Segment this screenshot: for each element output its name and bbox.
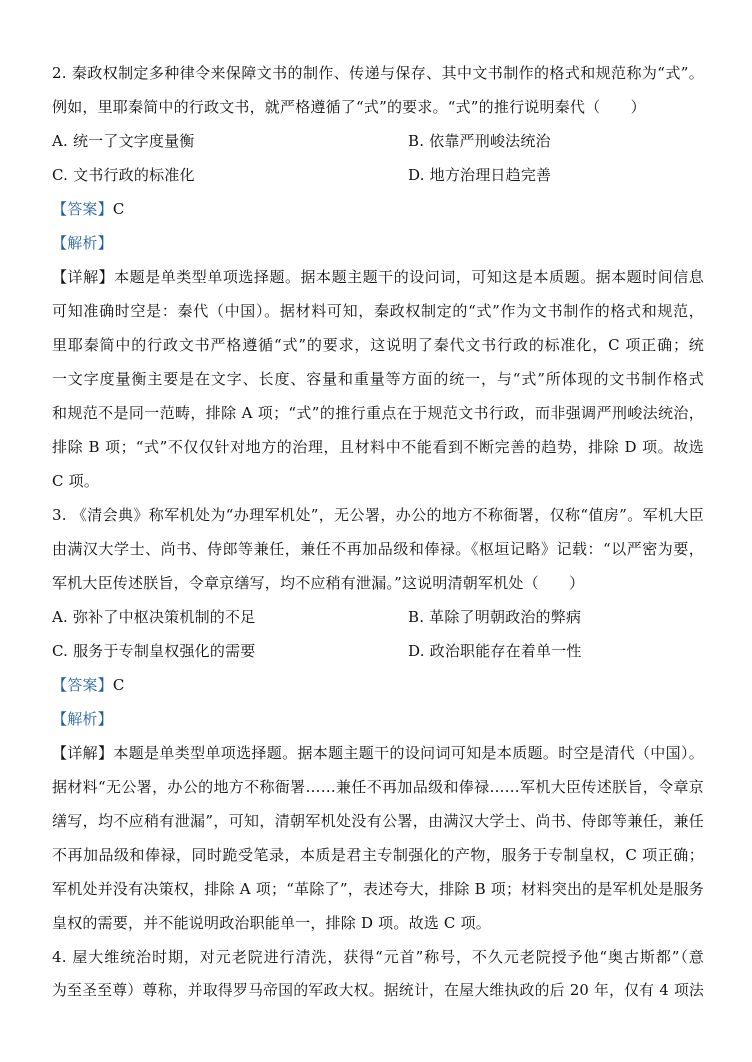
q2-stem-line-1: 2. 秦政权制定多种律令来保障文书的制作、传递与保存、其中文书制作的格式和规范称为“式”。 [52, 64, 704, 82]
q3-answer-value: C [112, 676, 125, 694]
q2-option-c: C. 文书行政的标准化 [52, 166, 195, 184]
q2-option-d: D. 地方治理日趋完善 [408, 166, 552, 184]
q4-stem-line-2: 为至圣至尊）尊称，并取得罗马帝国的军政大权。据统计，在屋大维执政的后 20 年，仅有 4 项法 [52, 982, 704, 999]
q3-option-b: B. 革除了明朝政治的弊病 [408, 608, 582, 626]
q3-stem-line-1: 3. 《清会典》称军机处为“办理军机处”，无公署，办公的地方不称衙署，仅称“值房”。军机大臣 [52, 506, 704, 524]
q2-stem-line-2: 例如，里耶秦简中的行政文书，就严格遵循了“式”的要求。“式”的推行说明秦代（ ） [52, 98, 646, 116]
q2-detail-line-4: 一文字度量衡主要是在文字、长度、容量和重量等方面的统一，与“式”所体现的文书制作格式 [52, 370, 704, 388]
q3-options-row-2 [52, 634, 704, 668]
q2-analysis-tag: 【解析】 [52, 234, 113, 252]
q2-detail-line-2: 可知准确时空是：秦代（中国）。据材料可知，秦政权制定的“式”作为文书制作的格式和规范， [52, 302, 704, 320]
q2-detail-line-7: C 项。 [52, 472, 100, 490]
q3-options-row-1 [52, 600, 704, 634]
q3-option-d: D. 政治职能存在着单一性 [408, 642, 582, 660]
q4-stem-line-1: 4. 屋大维统治时期，对元老院进行清洗，获得“元首”称号，不久元老院授予他“奥古斯都”（意 [52, 948, 704, 966]
q2-detail-line-6: 排除 B 项；“式”不仅仅针对地方的治理，且材料中不能看到不断完善的趋势，排除 D 项。故选 [52, 438, 704, 456]
q3-detail-line-6: 皇权的需要，并不能说明政治职能单一，排除 D 项。故选 C 项。 [52, 914, 491, 932]
q2-answer-tag: 【答案】 [52, 200, 113, 218]
q3-detail-line-3: 缮写，均不应稍有泄漏”，可知，清朝军机处没有公署，由满汉大学士、尚书、侍郎等兼任，兼任 [52, 812, 704, 830]
q3-stem-line-3: 军机大臣传述朕旨，令章京缮写，均不应稍有泄漏。”这说明清朝军机处（ ） [52, 574, 585, 592]
q3-detail-line-5: 军机处并没有决策权，排除 A 项；“革除了”，表述夸大，排除 B 项；材料突出的是军机处是服务 [52, 880, 704, 898]
q3-analysis-tag: 【解析】 [52, 710, 113, 728]
q3-stem-line-2: 由满汉大学士、尚书、侍郎等兼任，兼任不再加品级和俸禄。《枢垣记略》记载：“以严密为要， [52, 540, 704, 558]
q3-option-c: C. 服务于专制皇权强化的需要 [52, 642, 256, 660]
q2-option-b: B. 依靠严刑峻法统治 [408, 132, 551, 150]
q3-answer [52, 668, 704, 702]
q3-answer-tag: 【答案】 [52, 676, 113, 694]
document-page [52, 56, 704, 1008]
q2-options-row-2 [52, 158, 704, 192]
q2-detail-line-5: 和规范不是同一范畴，排除 A 项；“式”的推行重点在于规范文书行政，而非强调严刑峻法统治， [52, 404, 704, 422]
q3-detail-line-1: 【详解】本题是单类型单项选择题。据本题主题干的设问词可知是本质题。时空是清代（中国）。 [52, 744, 704, 762]
q3-detail-line-4: 不再加品级和俸禄，同时跪受笔录，本质是君主专制强化的产物，服务于专制皇权，C 项正确； [52, 846, 704, 864]
q3-option-a: A. 弥补了中枢决策机制的不足 [52, 608, 256, 626]
q2-answer-value: C [112, 200, 125, 218]
q2-detail-line-3: 里耶秦简中的行政文书严格遵循“式”的要求，这说明了秦代文书行政的标准化，C 项正确；统 [52, 336, 704, 354]
q2-answer [52, 192, 704, 226]
q3-detail-line-2: 据材料“无公署，办公的地方不称衙署……兼任不再加品级和俸禄……军机大臣传述朕旨，令章京 [52, 778, 704, 796]
q2-detail-line-1: 【详解】本题是单类型单项选择题。据本题主题干的设问词，可知这是本质题。据本题时间信息 [52, 268, 704, 286]
q2-options-row-1 [52, 124, 704, 158]
q2-option-a: A. 统一了文字度量衡 [52, 132, 195, 150]
